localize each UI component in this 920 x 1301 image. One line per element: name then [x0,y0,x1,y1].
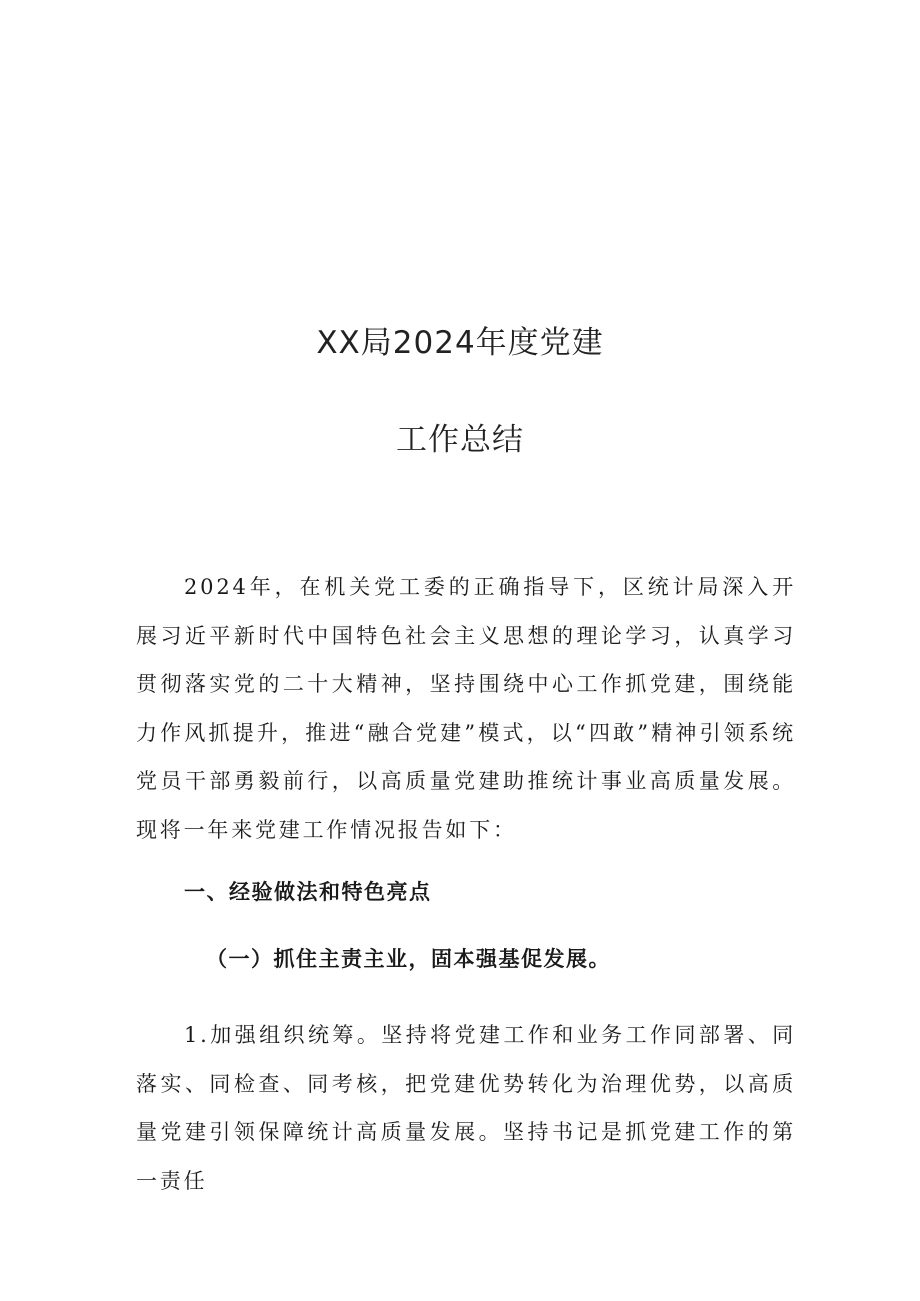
item-1-paragraph: 1.加强组织统筹。坚持将党建工作和业务工作同部署、同落实、同检查、同考核，把党建优势转化为治理优势，以高质量党建引领保障统计高质量发展。坚持书记是抓党建工作的第一责任 [136,1023,796,1193]
intro-paragraph: 2024年，在机关党工委的正确指导下，区统计局深入开展习近平新时代中国特色社会主义思想的理论学习，认真学习贯彻落实党的二十大精神，坚持围绕中心工作抓党建，围绕能力作风抓提升，推进“融合党建”模式，以“四敢”精神引领系统党员干部勇毅前行，以高质量党建助推统计事业高质量发展。现将一年来党建工作情况报告如下： [136,575,796,842]
section-heading-1: 一、经验做法和特色亮点 [184,880,432,904]
document-title-line-1: XX局2024年度党建 [316,325,604,361]
document-title-line-2: 工作总结 [396,422,524,458]
subsection-heading-1: （一）抓住主责主业，固本强基促发展。 [206,947,611,971]
